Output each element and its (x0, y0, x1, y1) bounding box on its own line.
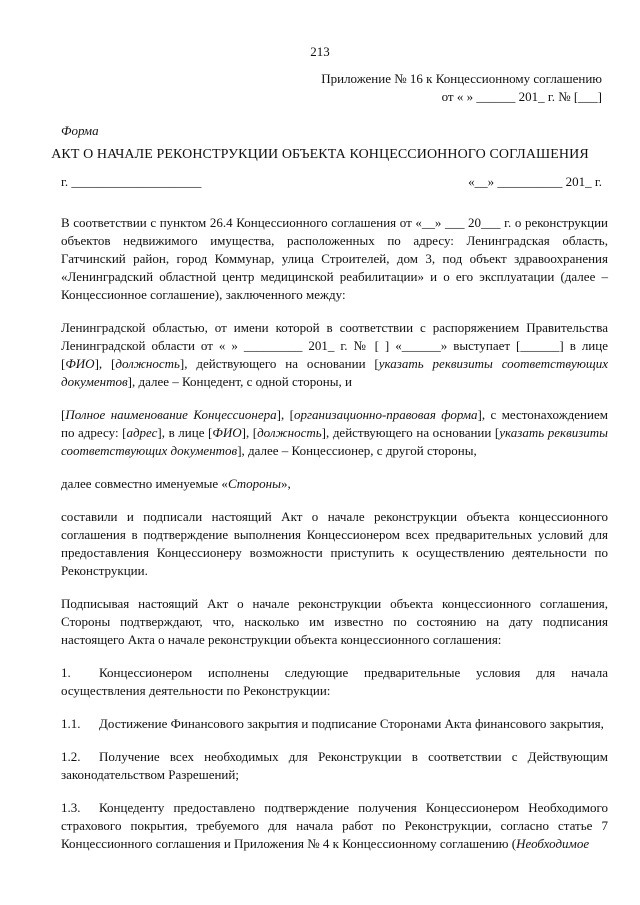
document-body (61, 214, 608, 853)
item-text: Достижение Финансового закрытия и подписание Сторонами Акта финансового закрытия, (99, 716, 604, 731)
item-number: 1.1. (61, 716, 81, 731)
placeholder-legal-form: организационно-правовая форма (293, 407, 478, 422)
annex-line-2: от « » ______ 201_ г. № [___] (441, 89, 602, 104)
item-number: 1.3. (61, 800, 81, 815)
page-number: 213 (310, 44, 330, 59)
item-1-2 (61, 748, 608, 784)
concessionaire-paragraph (61, 406, 608, 460)
text-run: [ (61, 407, 66, 422)
text-run: ], далее – Концедент, с одной стороны, и (127, 374, 352, 389)
placeholder-position: должность (257, 425, 322, 440)
placeholder-documents: указать реквизиты соответствующих документов (61, 425, 608, 458)
placeholder-address: адрес (126, 425, 158, 440)
text-run: Ленинградской областью, от имени которой в соответствии с распоряжением Правительства Ленинградской области от « » _________ 201_ г. № [ ] «______» выступает [______] в лице [ (61, 320, 608, 371)
item-text: Концессионером исполнены следующие предварительные условия для начала осуществления деятельности по Реконструкции: (61, 665, 608, 698)
item-text-italic: Необходимое (516, 836, 590, 851)
annex-header (321, 70, 602, 106)
item-1-3 (61, 799, 608, 853)
compiled-paragraph: составили и подписали настоящий Акт о начале реконструкции объекта концессионного соглашения в подтверждение выполнения Концессионером всех предварительных условий для предоставления Концессионеру возможности приступить к осуществлению деятельности по Реконструкции. (61, 509, 608, 578)
item-text: Получение всех необходимых для Реконструкции в соответствии с Действующим законодательством Разрешений; (61, 749, 608, 782)
item-1 (61, 664, 608, 700)
annex-line-1: Приложение № 16 к Концессионному соглашению (321, 71, 602, 86)
placeholder-fio: ФИО (212, 425, 242, 440)
text-run: », (280, 476, 291, 491)
text-run: ], [ (276, 407, 294, 422)
text-run: ], с местонахождением по адресу: [ (61, 407, 608, 440)
date-field: «__» __________ 201_ г. (468, 174, 602, 189)
text-run: ], в лице [ (157, 425, 213, 440)
parties-term: Стороны (227, 476, 281, 491)
text-run: далее совместно именуемые « (61, 476, 228, 491)
text-run: ], [ (94, 356, 116, 371)
placeholder-fio: ФИО (65, 356, 95, 371)
text-run: ], далее – Концессионер, с другой стороны, (237, 443, 477, 458)
grantor-paragraph (61, 319, 608, 391)
text-run: ], действующего на основании [ (321, 425, 500, 440)
intro-paragraph: В соответствии с пунктом 26.4 Концессионного соглашения от «__» ___ 20___ г. о реконструкции объектов недвижимого имущества, расположенных по адресу: Ленинградская область, Гатчинский район, город Коммунар, улица Строителей, дом 3, под объект здравоохранения «Ленинградский областной центр медицинской реабилитации» и о его эксплуатации (далее – Концессионное соглашение), заключенного между: (61, 215, 608, 302)
city-field: г. ____________________ (61, 174, 202, 189)
item-number: 1.2. (61, 749, 81, 764)
item-number: 1. (61, 665, 71, 680)
form-label: Форма (61, 123, 99, 138)
parties-paragraph (61, 475, 608, 493)
text-run: ], действующего на основании [ (179, 356, 379, 371)
item-text: Концеденту предоставлено подтверждение получения Концессионером Необходимого страхового покрытия, требуемого для начала работ по Реконструкции, согласно статье 7 Концессионного соглашения и Приложения № 4 к Концессионному соглашению ( (61, 800, 608, 851)
placeholder-position: должность (115, 356, 180, 371)
confirmation-paragraph: Подписывая настоящий Акт о начале реконструкции объекта концессионного соглашения, Стороны подтверждают, что, насколько им известно по состоянию на дату подписания настоящего Акта о начале реконструкции объекта концессионного соглашения: (61, 596, 608, 647)
placeholder-documents: указать реквизиты соответствующих документов (61, 356, 608, 389)
item-1-1 (61, 715, 608, 733)
document-title: АКТ О НАЧАЛЕ РЕКОНСТРУКЦИИ ОБЪЕКТА КОНЦЕССИОННОГО СОГЛАШЕНИЯ (51, 147, 589, 162)
text-run: ], [ (241, 425, 258, 440)
placeholder-name: Полное наименование Концессионера (65, 407, 277, 422)
